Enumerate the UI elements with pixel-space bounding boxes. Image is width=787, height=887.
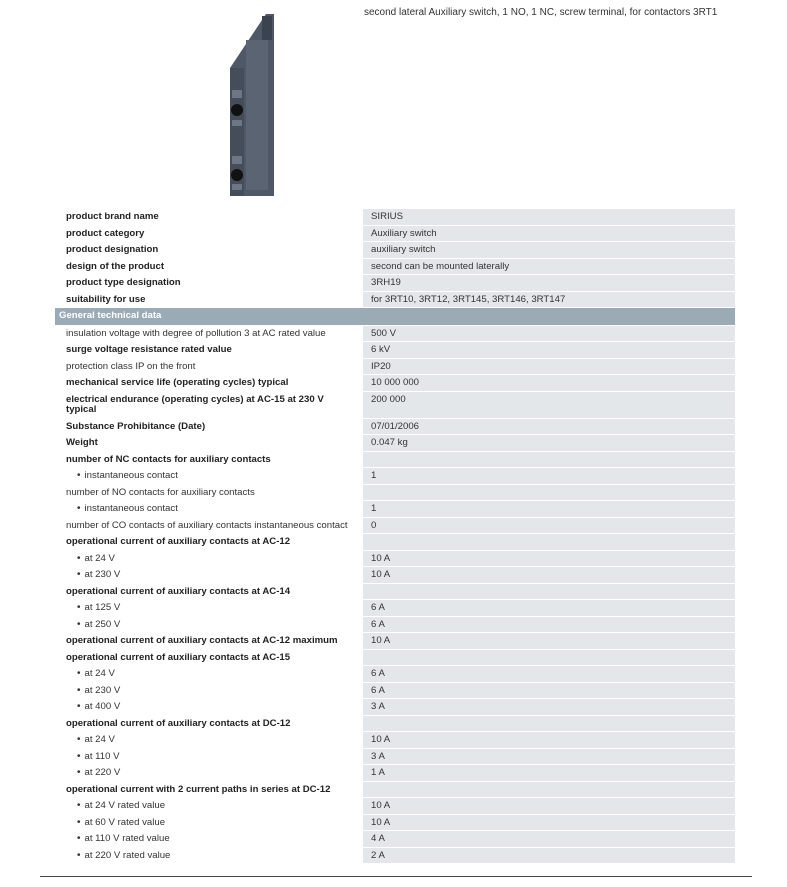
spec-row <box>55 732 735 749</box>
spec-value: 10 A <box>363 633 735 650</box>
spec-row <box>55 782 735 799</box>
spec-value: Auxiliary switch <box>363 226 735 243</box>
spec-value: 10 A <box>363 567 735 584</box>
spec-label: • at 250 V <box>55 617 363 634</box>
spec-label: • at 110 V <box>55 749 363 766</box>
spec-value: 6 kV <box>363 342 735 359</box>
spec-label: design of the product <box>55 259 363 276</box>
spec-row <box>55 848 735 865</box>
spec-label: Substance Prohibitance (Date) <box>55 419 363 436</box>
spec-label: • at 24 V <box>55 666 363 683</box>
spec-value: 6 A <box>363 600 735 617</box>
spec-label: electrical endurance (operating cycles) at AC-15 at 230 V typical <box>55 392 363 419</box>
spec-label: • at 230 V <box>55 683 363 700</box>
spec-value <box>363 716 735 733</box>
spec-label: operational current of auxiliary contacts at DC-12 <box>55 716 363 733</box>
spec-value <box>363 534 735 551</box>
spec-rows-general <box>55 326 735 865</box>
spec-table <box>55 209 735 864</box>
spec-label: product designation <box>55 242 363 259</box>
spec-value: 1 <box>363 501 735 518</box>
spec-value: 3RH19 <box>363 275 735 292</box>
spec-value: IP20 <box>363 359 735 376</box>
spec-label: operational current with 2 current paths in series at DC-12 <box>55 782 363 799</box>
spec-row <box>55 375 735 392</box>
spec-label: number of NC contacts for auxiliary contacts <box>55 452 363 469</box>
spec-value: 6 A <box>363 683 735 700</box>
spec-row <box>55 551 735 568</box>
spec-row <box>55 716 735 733</box>
spec-value: 500 V <box>363 326 735 343</box>
spec-label: surge voltage resistance rated value <box>55 342 363 359</box>
spec-value <box>363 650 735 667</box>
spec-row <box>55 292 735 309</box>
spec-value: 10 A <box>363 551 735 568</box>
spec-label: mechanical service life (operating cycles) typical <box>55 375 363 392</box>
spec-value: 6 A <box>363 617 735 634</box>
spec-value: second can be mounted laterally <box>363 259 735 276</box>
spec-value: 1 <box>363 468 735 485</box>
spec-row <box>55 242 735 259</box>
spec-row <box>55 683 735 700</box>
spec-row <box>55 567 735 584</box>
spec-value: 2 A <box>363 848 735 865</box>
spec-label: operational current of auxiliary contacts at AC-12 maximum <box>55 633 363 650</box>
spec-label: operational current of auxiliary contacts at AC-14 <box>55 584 363 601</box>
spec-row <box>55 798 735 815</box>
spec-row <box>55 650 735 667</box>
spec-value: SIRIUS <box>363 209 735 226</box>
spec-value: 6 A <box>363 666 735 683</box>
spec-value <box>363 452 735 469</box>
product-image <box>222 10 287 200</box>
section-header-row <box>55 308 735 326</box>
spec-row <box>55 226 735 243</box>
spec-value: 3 A <box>363 699 735 716</box>
spec-row <box>55 518 735 535</box>
spec-row <box>55 259 735 276</box>
spec-row <box>55 342 735 359</box>
bottom-divider <box>40 876 752 877</box>
spec-label: • at 110 V rated value <box>55 831 363 848</box>
spec-value: 0 <box>363 518 735 535</box>
spec-rows-top <box>55 209 735 308</box>
section-general <box>55 308 735 326</box>
spec-label: • at 125 V <box>55 600 363 617</box>
spec-row <box>55 765 735 782</box>
spec-row <box>55 275 735 292</box>
spec-row <box>55 699 735 716</box>
spec-label: • at 24 V <box>55 551 363 568</box>
spec-value: 0.047 kg <box>363 435 735 452</box>
spec-row <box>55 749 735 766</box>
spec-label: • instantaneous contact <box>55 501 363 518</box>
spec-value <box>363 584 735 601</box>
spec-label: product category <box>55 226 363 243</box>
spec-label: • at 220 V rated value <box>55 848 363 865</box>
spec-label: protection class IP on the front <box>55 359 363 376</box>
spec-row <box>55 584 735 601</box>
spec-row <box>55 468 735 485</box>
spec-value: auxiliary switch <box>363 242 735 259</box>
spec-value: for 3RT10, 3RT12, 3RT145, 3RT146, 3RT147 <box>363 292 735 309</box>
spec-value: 1 A <box>363 765 735 782</box>
spec-value: 10 A <box>363 732 735 749</box>
spec-label: suitability for use <box>55 292 363 309</box>
spec-row <box>55 359 735 376</box>
spec-row <box>55 326 735 343</box>
spec-value: 10 000 000 <box>363 375 735 392</box>
spec-row <box>55 501 735 518</box>
spec-row <box>55 815 735 832</box>
product-description: second lateral Auxiliary switch, 1 NO, 1 NC, screw terminal, for contactors 3RT1 <box>364 7 718 18</box>
spec-value: 07/01/2006 <box>363 419 735 436</box>
spec-row <box>55 831 735 848</box>
spec-label: • at 60 V rated value <box>55 815 363 832</box>
spec-row <box>55 617 735 634</box>
spec-value: 10 A <box>363 815 735 832</box>
section-title: General technical data <box>55 308 735 326</box>
spec-label: • at 400 V <box>55 699 363 716</box>
spec-value: 4 A <box>363 831 735 848</box>
spec-row <box>55 485 735 502</box>
spec-value: 3 A <box>363 749 735 766</box>
spec-label: number of NO contacts for auxiliary contacts <box>55 485 363 502</box>
spec-label: operational current of auxiliary contacts at AC-12 <box>55 534 363 551</box>
spec-row <box>55 419 735 436</box>
spec-label: • at 24 V rated value <box>55 798 363 815</box>
spec-value: 10 A <box>363 798 735 815</box>
spec-value <box>363 485 735 502</box>
spec-row <box>55 666 735 683</box>
spec-label: • at 24 V <box>55 732 363 749</box>
spec-label: insulation voltage with degree of pollution 3 at AC rated value <box>55 326 363 343</box>
spec-label: product brand name <box>55 209 363 226</box>
spec-label: • at 220 V <box>55 765 363 782</box>
spec-row <box>55 600 735 617</box>
spec-row <box>55 435 735 452</box>
spec-row <box>55 534 735 551</box>
spec-label: number of CO contacts of auxiliary contacts instantaneous contact <box>55 518 363 535</box>
spec-row <box>55 452 735 469</box>
spec-value: 200 000 <box>363 392 735 419</box>
spec-label: • instantaneous contact <box>55 468 363 485</box>
spec-row <box>55 392 735 419</box>
spec-label: Weight <box>55 435 363 452</box>
spec-label: • at 230 V <box>55 567 363 584</box>
spec-label: product type designation <box>55 275 363 292</box>
spec-value <box>363 782 735 799</box>
spec-label: operational current of auxiliary contacts at AC-15 <box>55 650 363 667</box>
spec-row <box>55 633 735 650</box>
spec-row <box>55 209 735 226</box>
